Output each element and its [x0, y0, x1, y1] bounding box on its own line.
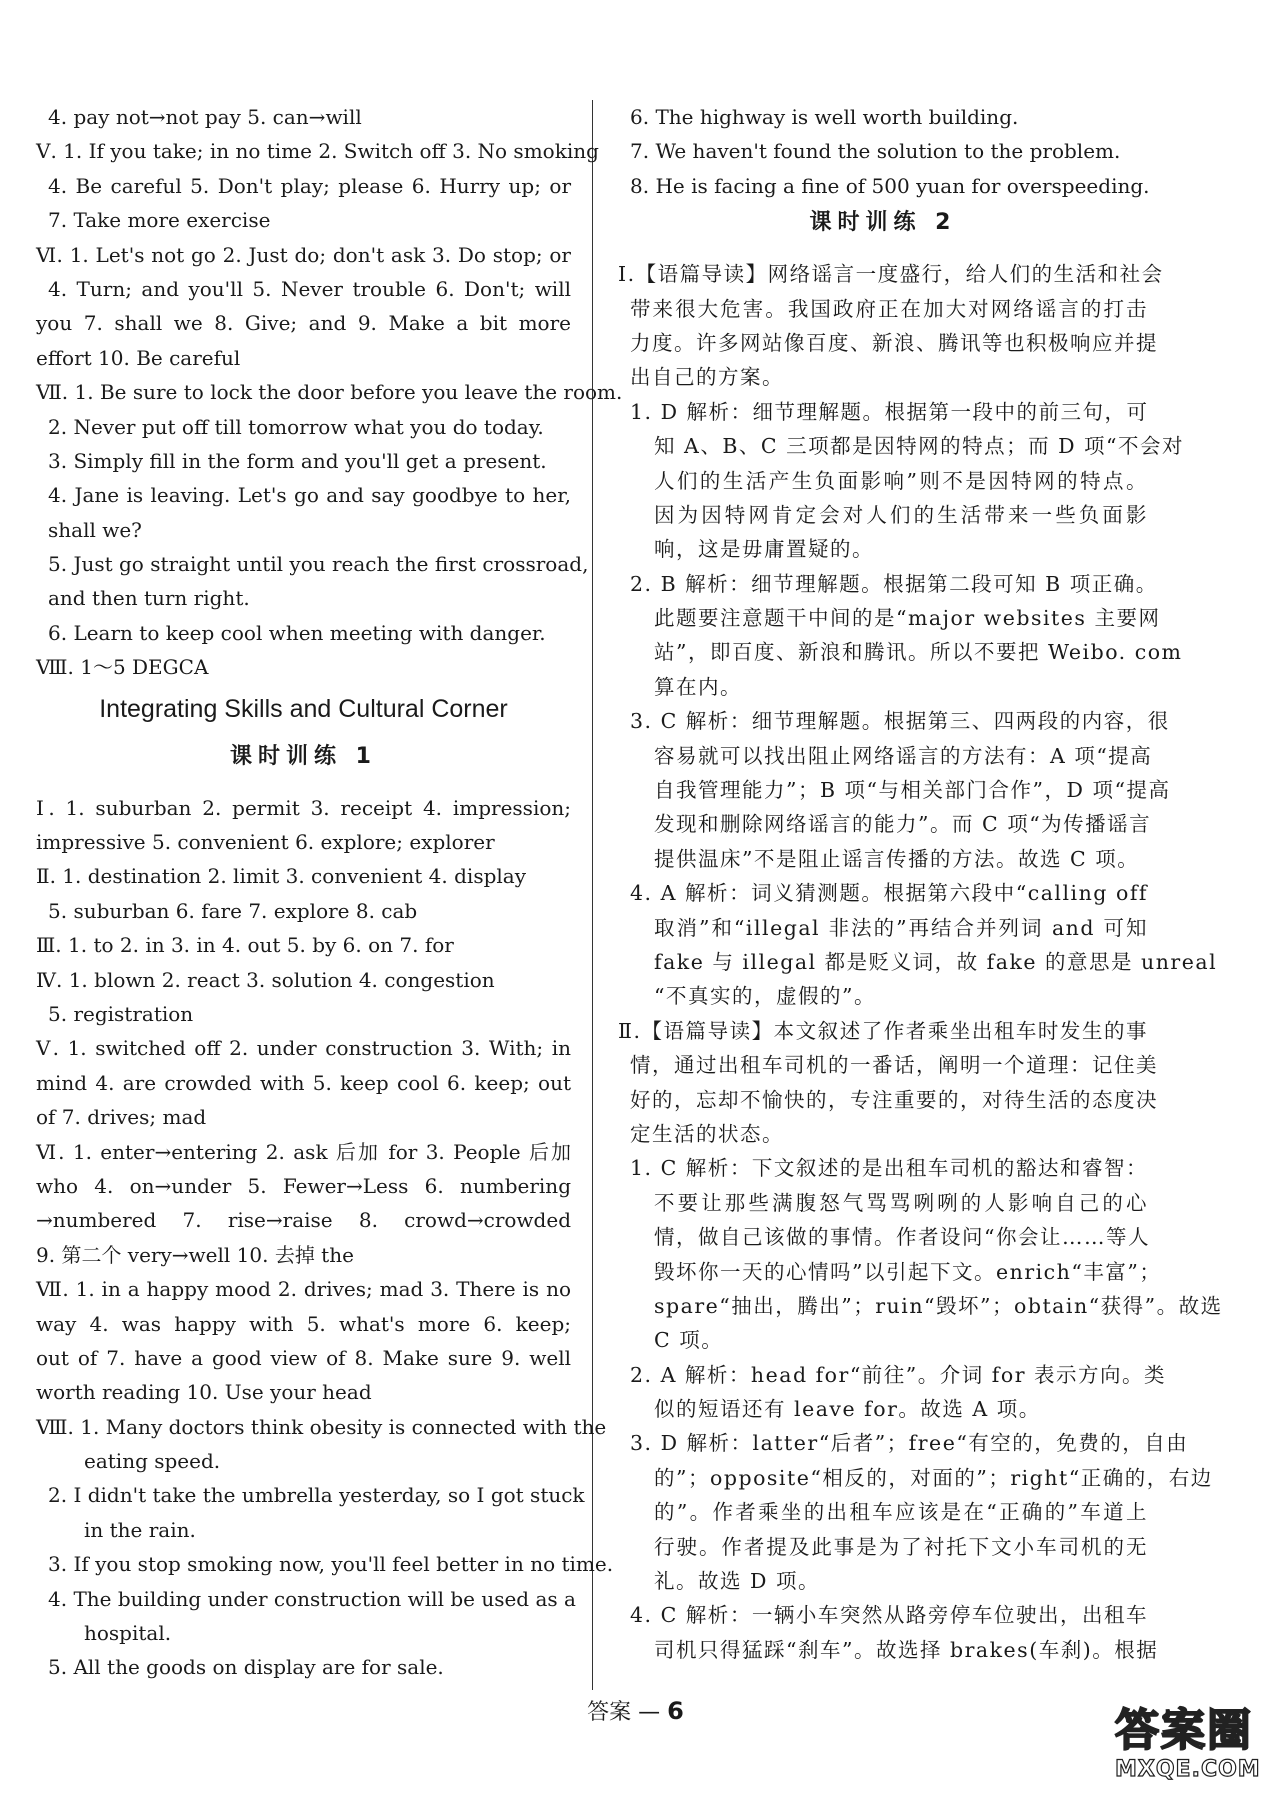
- text-line: Ⅱ.【语篇导读】本文叙述了作者乘坐出租车时发生的事: [618, 1018, 1148, 1043]
- text-line: 2. B 解析：细节理解题。根据第二段可知 B 项正确。: [630, 571, 1158, 596]
- text-line: 毁坏你一天的心情吗”以引起下文。enrich“丰富”；: [654, 1259, 1162, 1284]
- text-line: effort 10. Be careful: [36, 345, 241, 370]
- text-line: 似的短语还有 leave for。故选 A 项。: [654, 1397, 1041, 1422]
- text-line: Ⅰ. 1. suburban 2. permit 3. receipt 4. impression;: [36, 795, 571, 820]
- right-column: [618, 100, 1223, 1667]
- text-line: impressive 5. convenient 6. explore; explorer: [36, 830, 495, 855]
- column-divider: [592, 100, 593, 1690]
- text-line: 的”；opposite“相反的，对面的”；right“正确的，右边: [654, 1465, 1213, 1490]
- text-line: 5. Just go straight until you reach the first crossroad,: [48, 552, 589, 577]
- text-line: in the rain.: [84, 1517, 196, 1542]
- text-line: 4. A 解析：词义猜测题。根据第六段中“calling off: [630, 881, 1148, 906]
- text-line: Ⅰ.【语篇导读】网络谣言一度盛行，给人们的生活和社会: [618, 262, 1164, 287]
- text-line: 5. registration: [48, 1001, 194, 1026]
- text-line: eating speed.: [84, 1449, 221, 1474]
- text-line: 8. He is facing a fine of 500 yuan for overspeeding.: [630, 173, 1150, 198]
- text-line: Ⅶ. 1. Be sure to lock the door before you leave the room.: [36, 380, 623, 405]
- footer-label: 答案: [587, 1700, 632, 1725]
- text-line: spare“抽出，腾出”；ruin“毁坏”；obtain“获得”。故选: [654, 1293, 1223, 1318]
- text-line: 行驶。作者提及此事是为了衬托下文小车司机的无: [654, 1534, 1148, 1559]
- text-line: 4. The building under construction will be used as a: [48, 1586, 576, 1611]
- text-line: Ⅲ. 1. to 2. in 3. in 4. out 5. by 6. on 7. for: [36, 933, 454, 958]
- text-line: 2. A 解析：head for“前往”。介词 for 表示方向。类: [630, 1362, 1167, 1387]
- text-line: 3. Simply fill in the form and you'll get a present.: [48, 448, 547, 473]
- text-line: 3. If you stop smoking now, you'll feel better in no time.: [48, 1552, 614, 1577]
- text-line: Ⅴ. 1. switched off 2. under construction 3. With; in: [36, 1036, 571, 1061]
- text-line: and then turn right.: [48, 586, 250, 611]
- text-line: Ⅵ. 1. enter→entering 2. ask 后加 for 3. People 后加: [36, 1139, 571, 1164]
- text-line: C 项。: [654, 1328, 724, 1353]
- text-line: 的”。作者乘坐的出租车应该是在“正确的”车道上: [654, 1500, 1148, 1525]
- text-line: who 4. on→under 5. Fewer→Less 6. numbering: [36, 1173, 571, 1198]
- text-line: you 7. shall we 8. Give; and 9. Make a bit more: [36, 311, 571, 336]
- watermark-site: MXQE.COM: [1115, 1757, 1261, 1782]
- text-line: 1. D 解析：细节理解题。根据第一段中的前三句，可: [630, 399, 1149, 424]
- page-number: 6: [667, 1697, 684, 1725]
- text-line: 司机只得猛踩“刹车”。故选择 brakes(车刹)。根据: [654, 1637, 1159, 1662]
- text-line: 6. The highway is well worth building.: [630, 105, 1019, 129]
- text-line: hospital.: [84, 1621, 172, 1646]
- text-line: 因为因特网肯定会对人们的生活带来一些负面影: [654, 502, 1148, 527]
- text-line: 1. C 解析：下文叙述的是出租车司机的豁达和睿智：: [630, 1156, 1148, 1181]
- text-line: fake 与 illegal 都是贬义词，故 fake 的意思是 unreal: [654, 949, 1218, 974]
- text-line: 好的，忘却不愉快的，专注重要的，对待生活的态度决: [630, 1087, 1158, 1112]
- lesson-title: 课时训练 1: [230, 743, 377, 769]
- text-line: 取消”和“illegal 非法的”再结合并列词 and 可知: [654, 915, 1148, 940]
- text-line: 7. We haven't found the solution to the problem.: [630, 139, 1121, 164]
- text-line: way 4. was happy with 5. what's more 6. keep;: [36, 1311, 571, 1336]
- text-line: worth reading 10. Use your head: [36, 1380, 372, 1405]
- text-line: 2. Never put off till tomorrow what you do today.: [48, 414, 544, 439]
- text-line: Ⅷ. 1. Many doctors think obesity is connected with the: [36, 1414, 607, 1439]
- text-line: →numbered 7. rise→raise 8. crowd→crowded: [36, 1208, 571, 1233]
- text-line: “不真实的，虚假的”。: [654, 984, 876, 1009]
- text-line: 站”，即百度、新浪和腾讯。所以不要把 Weibo. com: [654, 640, 1183, 665]
- left-column: [36, 100, 623, 1685]
- text-line: 4. C 解析：一辆小车突然从路旁停车位驶出，出租车: [630, 1603, 1148, 1628]
- text-line: 4. Jane is leaving. Let's go and say goodbye to her,: [48, 483, 571, 508]
- text-line: 力度。许多网站像百度、新浪、腾讯等也积极响应并提: [630, 330, 1158, 355]
- text-line: 礼。故选 D 项。: [654, 1569, 820, 1594]
- text-line: 带来很大危害。我国政府正在加大对网络谣言的打击: [630, 296, 1148, 321]
- text-line: Ⅳ. 1. blown 2. react 3. solution 4. congestion: [36, 967, 495, 992]
- text-line: 4. Turn; and you'll 5. Never trouble 6. Don't; will: [48, 276, 571, 301]
- watermark-logo: [1115, 1705, 1261, 1789]
- page-footer: [0, 1695, 1271, 1726]
- lesson-title: 课时训练 2: [809, 210, 957, 236]
- text-line: 3. C 解析：细节理解题。根据第三、四两段的内容，很: [630, 709, 1170, 734]
- text-line: 2. I didn't take the umbrella yesterday, so I got stuck: [48, 1483, 585, 1508]
- text-line: 情，做自己该做的事情。作者设问“你会让……等人: [654, 1225, 1150, 1250]
- text-line: 5. suburban 6. fare 7. explore 8. cab: [48, 898, 418, 923]
- text-line: 出自己的方案。: [630, 365, 784, 390]
- text-line: 此题要注意题干中间的是“major websites 主要网: [654, 606, 1161, 631]
- text-line: 人们的生活产生负面影响”则不是因特网的特点。: [654, 468, 1148, 493]
- text-line: 提供温床”不是阻止谣言传播的方法。故选 C 项。: [654, 846, 1140, 871]
- text-line: shall we?: [48, 517, 142, 542]
- text-line: 知 A、B、C 三项都是因特网的特点；而 D 项“不会对: [654, 434, 1185, 459]
- text-line: 9. 第二个 very→well 10. 去掉 the: [36, 1242, 354, 1267]
- text-line: 7. Take more exercise: [48, 208, 271, 233]
- text-line: 3. D 解析：latter“后者”；free“有空的，免费的，自由: [630, 1431, 1189, 1456]
- text-line: 发现和删除网络谣言的能力”。而 C 项“为传播谣言: [654, 812, 1152, 837]
- text-line: Ⅱ. 1. destination 2. limit 3. convenient 4. display: [36, 864, 526, 889]
- text-line: of 7. drives; mad: [36, 1105, 207, 1130]
- text-line: out of 7. have a good view of 8. Make sure 9. well: [36, 1345, 571, 1370]
- text-line: 5. All the goods on display are for sale.: [48, 1655, 444, 1680]
- text-line: Ⅴ. 1. If you take; in no time 2. Switch off 3. No smoking: [36, 139, 599, 164]
- text-line: 4. pay not→not pay 5. can→will: [48, 105, 362, 129]
- text-line: 情，通过出租车司机的一番话，阐明一个道理：记住美: [630, 1053, 1158, 1078]
- section-heading: Integrating Skills and Cultural Corner: [99, 694, 508, 723]
- text-line: 4. Be careful 5. Don't play; please 6. Hurry up; or: [48, 173, 571, 198]
- text-line: 定生活的状态。: [630, 1121, 784, 1146]
- text-line: mind 4. are crowded with 5. keep cool 6. keep; out: [36, 1070, 571, 1095]
- text-line: 不要让那些满腹怒气骂骂咧咧的人影响自己的心: [654, 1190, 1148, 1215]
- footer-dash: —: [638, 1700, 661, 1725]
- text-line: 算在内。: [654, 674, 742, 699]
- watermark-title: 答案圈: [1115, 1705, 1253, 1756]
- text-line: 容易就可以找出阻止网络谣言的方法有：A 项“提高: [654, 743, 1153, 768]
- text-line: Ⅷ. 1～5 DEGCA: [36, 655, 209, 680]
- text-line: Ⅶ. 1. in a happy mood 2. drives; mad 3. There is no: [36, 1277, 571, 1302]
- text-line: 响，这是毋庸置疑的。: [654, 537, 874, 562]
- text-line: 自我管理能力”；B 项“与相关部门合作”，D 项“提高: [654, 778, 1171, 803]
- text-line: 6. Learn to keep cool when meeting with danger.: [48, 620, 546, 645]
- text-line: Ⅵ. 1. Let's not go 2. Just do; don't ask 3. Do stop; or: [36, 242, 571, 267]
